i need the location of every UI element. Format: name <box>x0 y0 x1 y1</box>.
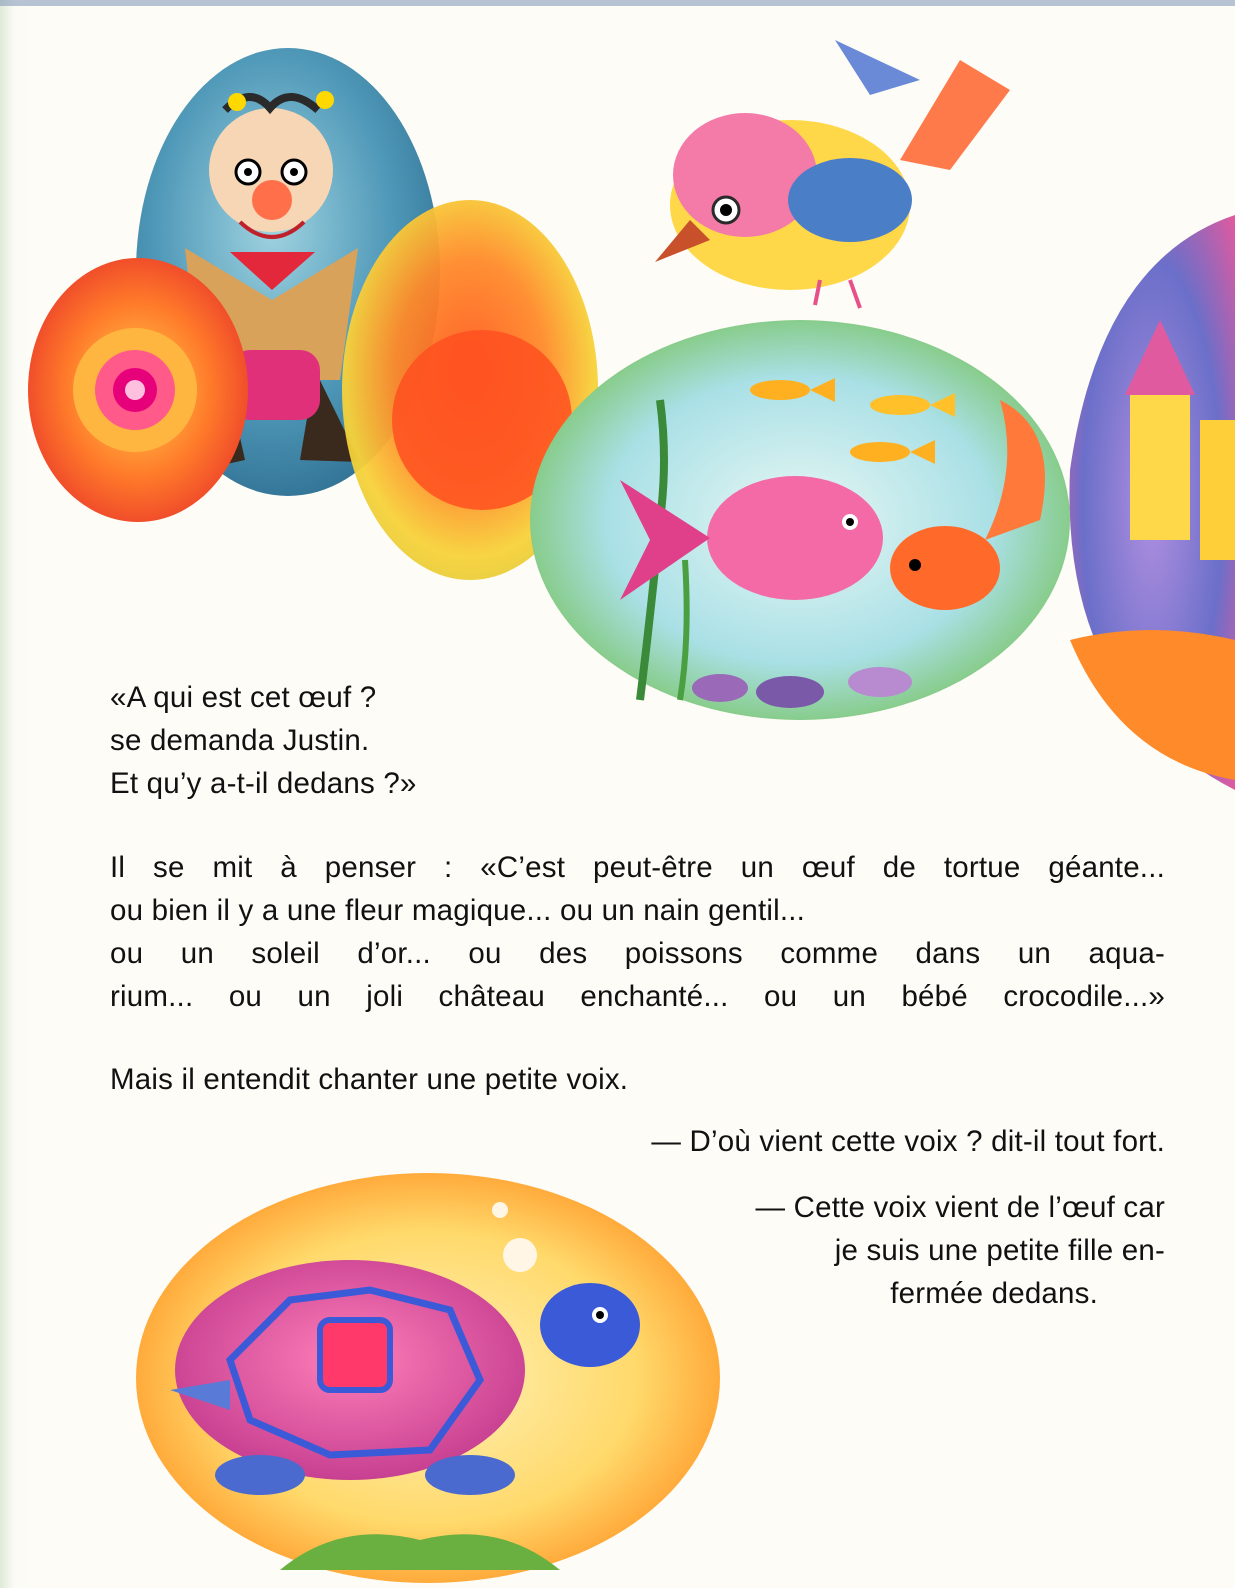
voice-line: Mais il entendit chanter une petite voix. <box>110 1063 629 1096</box>
question-line-2: se demanda Justin. <box>110 724 370 757</box>
thought-line-2: ou bien il y a une fleur magique... ou un nain gentil... <box>110 894 806 927</box>
dialogue-line-2c: fermée dedans. <box>890 1277 1098 1310</box>
dialogue-line-2b: je suis une petite fille en- <box>834 1234 1165 1267</box>
aquarium-egg <box>530 320 1070 720</box>
flower-egg <box>28 258 248 522</box>
bird <box>655 40 1010 308</box>
question-line-1: «A qui est cet œuf ? <box>110 681 377 714</box>
dialogue-line-2a: — Cette voix vient de l’œuf car <box>755 1191 1165 1224</box>
question-line-3: Et qu’y a-t-il dedans ?» <box>110 767 417 800</box>
thought-line-1: Il se mit à penser : «C’est peut-être un œuf de tortue géante... <box>110 851 1165 884</box>
thought-line-3: ou un soleil d’or... ou des poissons comme dans un aqua- <box>110 937 1165 970</box>
thought-line-4: rium... ou un joli château enchanté... ou un bébé crocodile...» <box>110 980 1165 1013</box>
castle-egg <box>1069 215 1235 790</box>
dialogue-line-1: — D’où vient cette voix ? dit-il tout fort. <box>651 1125 1165 1158</box>
turtle-egg <box>136 1173 720 1583</box>
